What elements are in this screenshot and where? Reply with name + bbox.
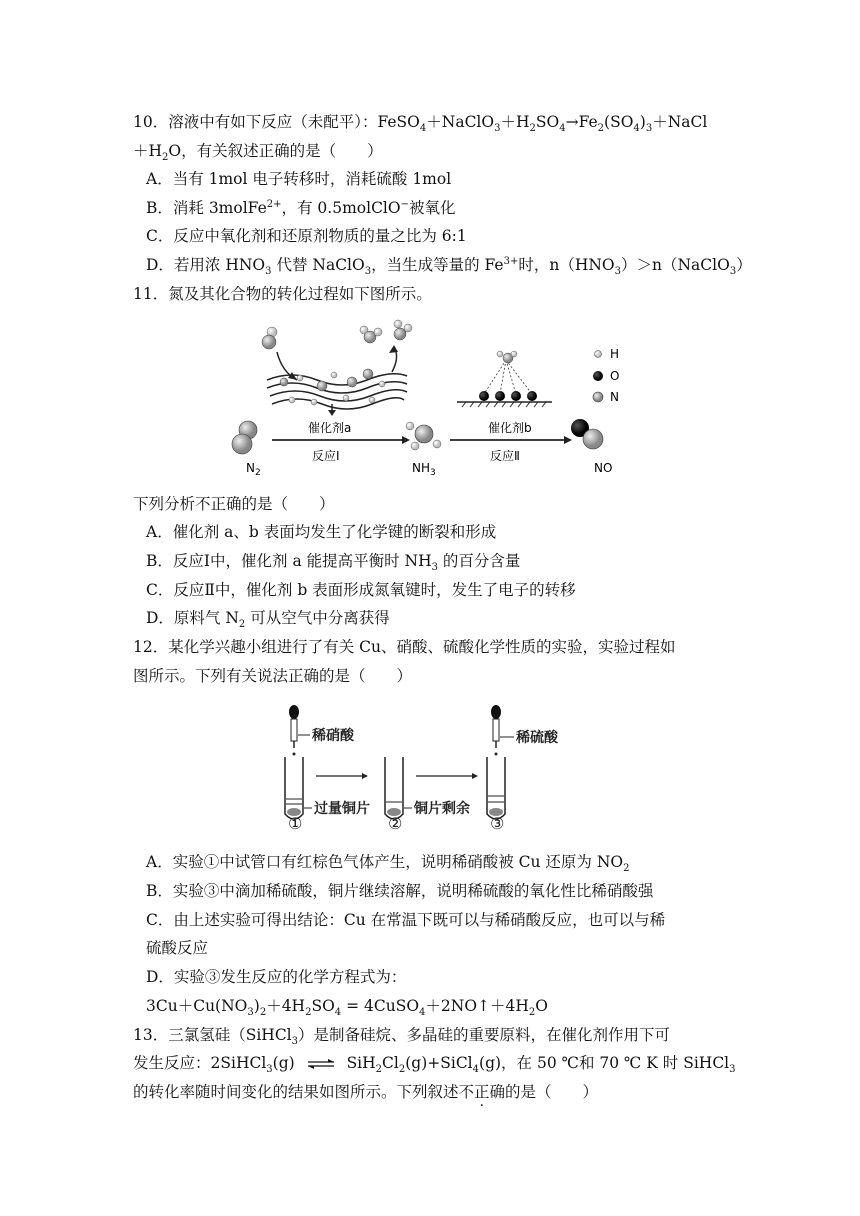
q11-stem: 11．氮及其化合物的转化过程如下图所示。 xyxy=(133,285,432,303)
q12-equation: $3Cu+Cu(NO_3)_2+4H_2SO_4$ = $4CuSO_4+2NO↑+4H_2O$ xyxy=(146,997,548,1019)
svg-text:N2: $N_2$ xyxy=(246,461,261,478)
emphasis-not-correct: 不正确 xyxy=(458,1083,506,1101)
q10-stem-line2: $+H_2O$，有关叙述正确的是（ ） xyxy=(133,142,383,164)
q11-option-b: B．反应Ⅰ中，催化剂 a 能提高平衡时 $NH_3$ 的百分含量 xyxy=(146,552,521,574)
dilute-sulfuric-label: 稀硫酸 xyxy=(516,730,558,746)
dropper-1 xyxy=(289,705,299,763)
svg-text:③: ③ xyxy=(490,814,505,832)
reaction-1-label: 反应Ⅰ xyxy=(312,449,340,463)
svg-text:O: O xyxy=(610,369,620,383)
nitrogen-conversion-figure xyxy=(222,312,622,482)
no-molecule xyxy=(571,419,603,449)
test-tube-2 xyxy=(385,757,403,819)
q10-option-c: C．反应中氧化剂和还原剂物质的量之比为 6:1 xyxy=(146,227,467,245)
catalyst-a-surface xyxy=(267,374,407,409)
q13-line1: 13．三氯氢硅（SiHCl$_3$）是制备硅烷、多晶硅的重要原料，在催化剂作用下可 xyxy=(133,1026,671,1048)
equilibrium-arrow-icon xyxy=(306,1058,336,1070)
incoming-molecule xyxy=(262,327,297,380)
q13-line2: 发生反应：2SiHCl$_3$(g) $SiH_2Cl_2(g)+SiCl_4(g)$，在 50 ℃和 70 ℃ K 时 SiHCl$_3$ xyxy=(133,1054,736,1076)
q11-option-d: D．原料气 $N_2$ 可从空气中分离获得 xyxy=(146,609,390,631)
n2-molecule xyxy=(232,421,257,454)
q10-option-d: D．若用浓 $HNO_3$ 代替 NaClO$_3$，当生成等量的 $Fe^{3+}$时，$n(HNO_3)>n(NaClO_3)$ xyxy=(146,255,752,278)
q12-option-c-line1: C．由上述实验可得出结论：Cu 在常温下既可以与稀硝酸反应，也可以与稀 xyxy=(146,911,666,929)
cu-acid-experiment-figure xyxy=(282,702,572,832)
svg-text:H: H xyxy=(610,347,620,361)
q13-line3: 的转化率随时间变化的结果如图所示。下列叙述不正确的是（ ） xyxy=(133,1083,599,1101)
reaction-2-label: 反应Ⅱ xyxy=(490,449,520,463)
q11-option-c: C．反应Ⅱ中，催化剂 b 表面形成氮氧键时，发生了电子的转移 xyxy=(146,581,576,599)
svg-text:②: ② xyxy=(388,814,403,832)
cu-remain-label: 铜片剩余 xyxy=(414,801,470,817)
q12-option-d: D．实验③发生反应的化学方程式为： xyxy=(146,968,407,986)
q12-stem-line1: 12．某化学兴趣小组进行了有关 Cu、硝酸、硫酸化学性质的实验，实验过程如 xyxy=(133,638,676,656)
nh3-molecule xyxy=(406,422,441,450)
q10-option-a: A．当有 1mol 电子转移时，消耗硫酸 1mol xyxy=(146,170,452,188)
svg-text:①: ① xyxy=(288,814,303,832)
svg-text:N: N xyxy=(610,390,619,404)
test-tube-3 xyxy=(487,757,505,819)
svg-text:NO: NO xyxy=(594,461,613,475)
q10-stem-line1: 10．溶液中有如下反应（未配平）：$FeSO_4+NaClO_3+H_2SO_4\to Fe_2(SO_4)_3+NaCl$ xyxy=(133,113,708,135)
outgoing-molecules xyxy=(360,320,412,372)
catalyst-a-label: 催化剂a xyxy=(308,421,352,435)
q10-option-b: B．消耗 3molFe$^{2+}$，有 0.5molClO−被氧化 xyxy=(146,198,456,217)
q11-option-a: A．催化剂 a、b 表面均发生了化学键的断裂和形成 xyxy=(146,523,497,541)
q12-option-b: B．实验③中滴加稀硫酸，铜片继续溶解，说明稀硫酸的氧化性比稀硝酸强 xyxy=(146,882,654,900)
svg-text:NH3: $NH_3$ xyxy=(412,461,436,478)
q11-ask: 下列分析不正确的是（ ） xyxy=(133,495,335,513)
q12-option-c-line2: 硫酸反应 xyxy=(146,939,209,957)
catalyst-b-label: 催化剂b xyxy=(488,421,532,435)
test-tube-1 xyxy=(285,757,303,819)
atom-legend xyxy=(593,347,619,404)
dilute-nitric-label: 稀硝酸 xyxy=(312,728,354,744)
dropper-2 xyxy=(491,705,501,763)
q12-option-a: A．实验①中试管口有红棕色气体产生，说明稀硝酸被 Cu 还原为 $NO_2$ xyxy=(146,853,630,875)
catalyst-b-surface xyxy=(457,351,552,407)
excess-cu-label: 过量铜片 xyxy=(314,801,370,817)
q12-stem-line2: 图所示。下列有关说法正确的是（ ） xyxy=(133,667,413,685)
